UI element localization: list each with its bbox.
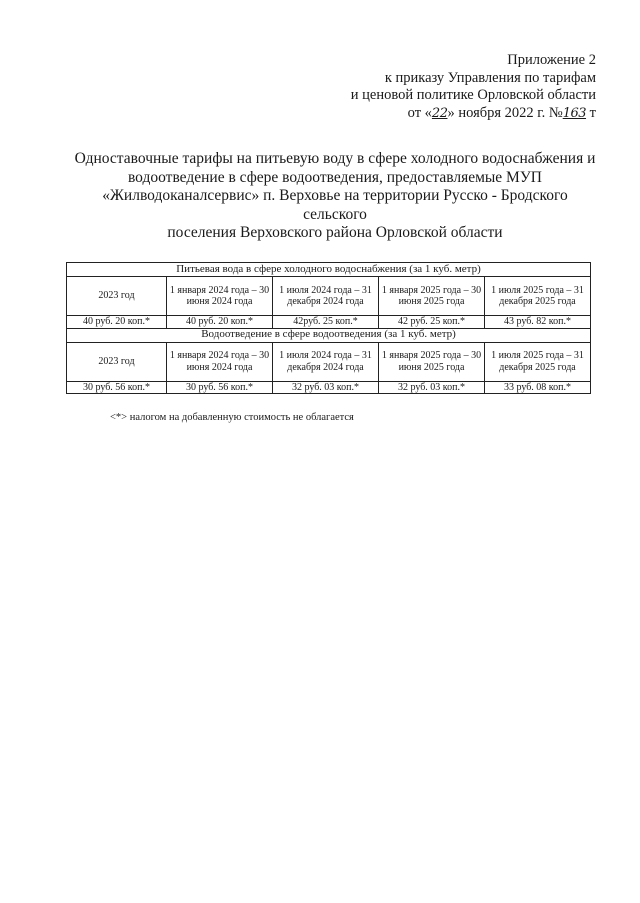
sewage-period-cell: 2023 год bbox=[67, 342, 167, 381]
sewage-section-title: Водоотведение в сфере водоотведения (за 1 куб. метр) bbox=[67, 328, 591, 342]
handwritten-day: 22 bbox=[431, 105, 448, 121]
water-period-row bbox=[67, 277, 591, 316]
date-suffix: т bbox=[586, 104, 596, 121]
sewage-tariff-cell: 30 руб. 56 коп.* bbox=[167, 381, 273, 394]
sewage-tariff-cell: 33 руб. 08 коп.* bbox=[485, 381, 591, 394]
sewage-value-row bbox=[67, 381, 591, 394]
water-tariff-cell: 43 руб. 82 коп.* bbox=[485, 316, 591, 329]
vat-footnote: <*> налогом на добавленную стоимость не облагается bbox=[110, 412, 354, 423]
water-section-title: Питьевая вода в сфере холодного водоснабжения (за 1 куб. метр) bbox=[67, 263, 591, 277]
sewage-section-title-row bbox=[67, 328, 591, 342]
tariff-table bbox=[66, 262, 591, 394]
water-period-cell: 1 января 2025 года – 30 июня 2025 года bbox=[379, 277, 485, 316]
sewage-tariff-cell: 32 руб. 03 коп.* bbox=[379, 381, 485, 394]
sewage-tariff-cell: 32 руб. 03 коп.* bbox=[273, 381, 379, 394]
date-middle: » ноября 2022 г. № bbox=[447, 104, 563, 121]
sewage-period-cell: 1 июля 2025 года – 31 декабря 2025 года bbox=[485, 342, 591, 381]
appendix-line-2: к приказу Управления по тарифам bbox=[384, 69, 596, 86]
appendix-line-1: Приложение 2 bbox=[507, 52, 596, 68]
title-line-2: водоотведение в сфере водоотведения, предоставляемые МУП bbox=[127, 168, 543, 186]
water-tariff-cell: 42 руб. 25 коп.* bbox=[379, 316, 485, 329]
appendix-header bbox=[351, 52, 596, 122]
sewage-period-cell: 1 июля 2024 года – 31 декабря 2024 года bbox=[273, 342, 379, 381]
handwritten-number: 163 bbox=[562, 105, 587, 121]
water-period-cell: 1 июля 2024 года – 31 декабря 2024 года bbox=[273, 277, 379, 316]
sewage-tariff-cell: 30 руб. 56 коп.* bbox=[67, 381, 167, 394]
title-line-4: поселения Верховского района Орловской области bbox=[167, 224, 503, 241]
appendix-date-line bbox=[351, 105, 596, 123]
water-period-cell: 2023 год bbox=[67, 277, 167, 316]
water-tariff-cell: 40 руб. 20 коп.* bbox=[67, 316, 167, 329]
date-prefix: от « bbox=[407, 104, 432, 121]
document-title bbox=[70, 150, 600, 243]
water-period-cell: 1 января 2024 года – 30 июня 2024 года bbox=[167, 277, 273, 316]
title-line-1: Одноставочные тарифы на питьевую воду в сфере холодного водоснабжения и bbox=[74, 150, 596, 167]
sewage-period-cell: 1 января 2025 года – 30 июня 2025 года bbox=[379, 342, 485, 381]
water-tariff-cell: 40 руб. 20 коп.* bbox=[167, 316, 273, 329]
sewage-period-row bbox=[67, 342, 591, 381]
water-section-title-row bbox=[67, 263, 591, 277]
water-value-row bbox=[67, 316, 591, 329]
sewage-period-cell: 1 января 2024 года – 30 июня 2024 года bbox=[167, 342, 273, 381]
water-period-cell: 1 июля 2025 года – 31 декабря 2025 года bbox=[485, 277, 591, 316]
water-tariff-cell: 42руб. 25 коп.* bbox=[273, 316, 379, 329]
appendix-line-3: и ценовой политике Орловской области bbox=[350, 87, 596, 103]
title-line-3: «Жилводоканалсервис» п. Верховье на территории Русско - Бродского сельского bbox=[102, 187, 568, 223]
